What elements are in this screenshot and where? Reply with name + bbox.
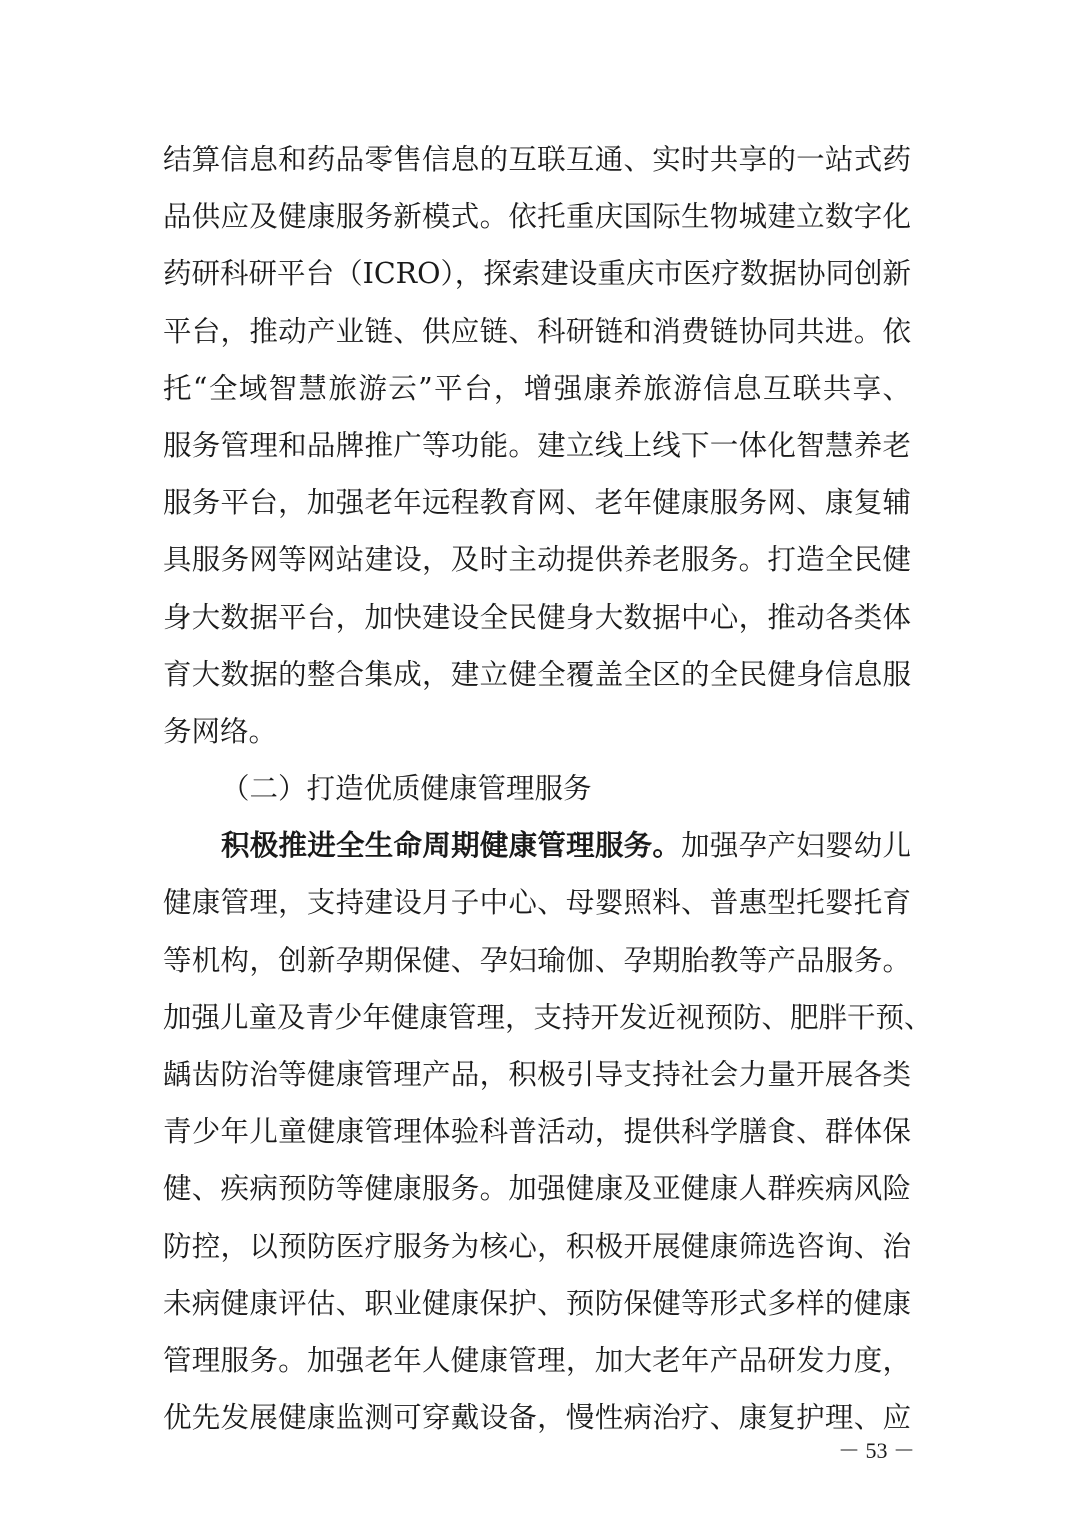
text-line: 优先发展健康监测可穿戴设备，慢性病治疗、康复护理、应	[163, 1401, 911, 1435]
text-line: 青少年儿童健康管理体验科普活动，提供科学膳食、群体保	[163, 1115, 911, 1149]
paragraph-health-management	[163, 817, 933, 1446]
page-number: － 53 －	[838, 1438, 916, 1463]
section-heading: （二）打造优质健康管理服务	[221, 772, 592, 806]
text-line-first	[163, 817, 911, 874]
document-body	[163, 131, 933, 1446]
text-line: 具服务网等网站建设，及时主动提供养老服务。打造全民健	[163, 543, 911, 577]
text-line: 健、疾病预防等健康服务。加强健康及亚健康人群疾病风险	[163, 1172, 911, 1206]
text-line: 身大数据平台，加快建设全民健身大数据中心，推动各类体	[163, 600, 911, 634]
text-line: 防控，以预防医疗服务为核心，积极开展健康筛选咨询、治	[163, 1229, 911, 1263]
first-line-rest: 加强孕产妇婴幼儿	[681, 829, 911, 863]
text-line: 结算信息和药品零售信息的互联互通、实时共享的一站式药	[163, 143, 911, 176]
text-line: 托“全域智慧旅游云”平台，增强康养旅游信息互联共享、	[163, 371, 911, 405]
text-line: 等机构，创新孕期保健、孕妇瑜伽、孕期胎教等产品服务。	[163, 943, 911, 977]
text-line: 服务平台，加强老年远程教育网、老年健康服务网、康复辅	[163, 486, 911, 520]
text-line: 未病健康评估、职业健康保护、预防保健等形式多样的健康	[163, 1286, 911, 1320]
text-line: 龋齿防治等健康管理产品，积极引导支持社会力量开展各类	[163, 1058, 911, 1091]
text-line: 健康管理，支持建设月子中心、母婴照料、普惠型托婴托育	[163, 886, 911, 920]
text-line: 加强儿童及青少年健康管理，支持开发近视预防、肥胖干预、	[163, 1000, 933, 1034]
text-line: 平台，推动产业链、供应链、科研链和消费链协同共进。依	[163, 314, 911, 348]
text-line: 品供应及健康服务新模式。依托重庆国际生物城建立数字化	[163, 200, 911, 234]
paragraph-digital-health-platforms	[163, 131, 911, 760]
text-line: 务网络。	[163, 714, 278, 748]
text-line: 管理服务。加强老年人健康管理，加大老年产品研发力度，	[163, 1343, 911, 1377]
bold-lead-sentence: 积极推进全生命周期健康管理服务。	[221, 828, 682, 863]
text-line: 服务管理和品牌推广等功能。建立线上线下一体化智慧养老	[163, 428, 911, 462]
text-line: 药研科研平台（ICRO），探索建设重庆市医疗数据协同创新	[163, 257, 911, 291]
text-line: 育大数据的整合集成，建立健全覆盖全区的全民健身信息服	[163, 657, 911, 691]
